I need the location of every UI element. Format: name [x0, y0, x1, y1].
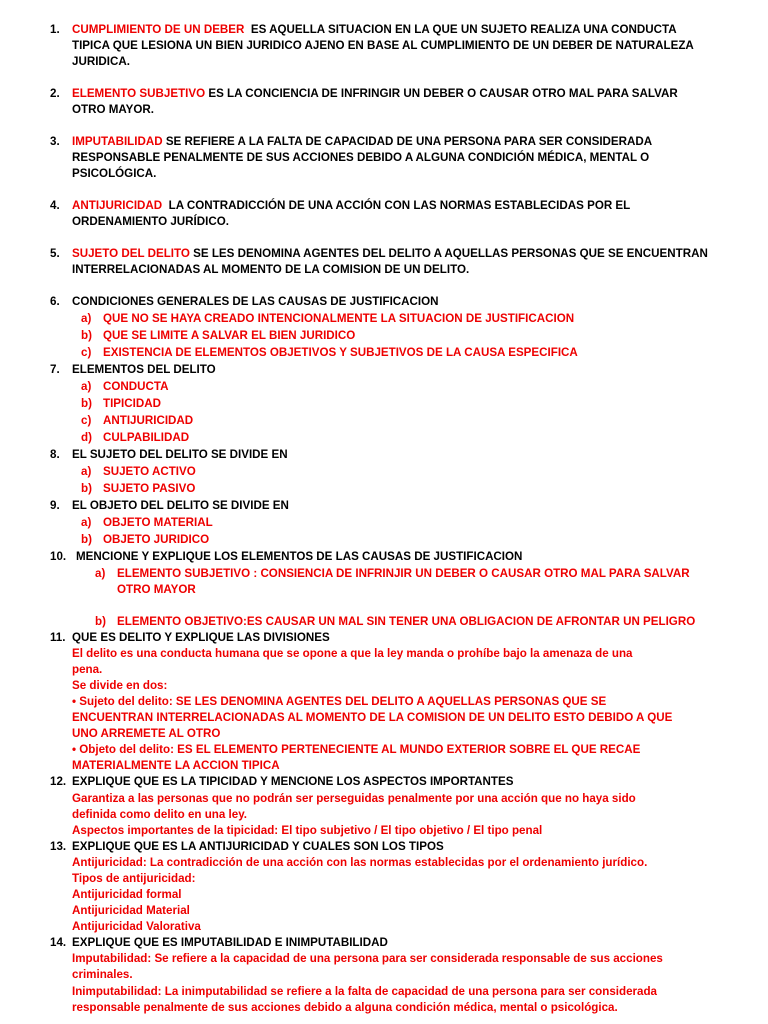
definition: LA CONTRADICCIÓN DE UNA ACCIÓN CON LAS NORMAS ESTABLECIDAS POR EL	[168, 199, 631, 212]
answer-line: Antijuricidad: La contradicción de una acción con las normas establecidas por el ordenamiento jurídico.	[72, 856, 648, 869]
question-title: CONDICIONES GENERALES DE LAS CAUSAS DE JUSTIFICACION	[72, 295, 439, 308]
answer-line: • Sujeto del delito: SE LES DENOMINA AGENTES DEL DELITO A AQUELLAS PERSONAS QUE SE	[72, 695, 607, 708]
question-title: ELEMENTOS DEL DELITO	[72, 363, 216, 376]
item-5-line-2: INTERRELACIONADAS AL MOMENTO DE LA COMISION DE UN DELITO.	[72, 263, 470, 276]
item-4-line-2: ORDENAMIENTO JURÍDICO.	[72, 215, 229, 228]
answer-line: definida como delito en una ley.	[72, 808, 248, 821]
answer-line: UNO ARREMETE AL OTRO	[72, 727, 221, 740]
item-1-line-2: TIPICA QUE LESIONA UN BIEN JURIDICO AJENO EN BASE AL CUMPLIMIENTO DE UN DEBER DE NATURALEZA	[72, 39, 694, 52]
term: SUJETO DEL DELITO	[72, 247, 190, 260]
answer-line: Inimputabilidad: La inimputabilidad se refiere a la falta de capacidad de una persona para ser considerada	[72, 985, 658, 998]
term: ANTIJURICIDAD	[72, 199, 163, 212]
answer-line: Aspectos importantes de la tipicidad: El tipo subjetivo / El tipo objetivo / El tipo penal	[72, 824, 543, 837]
item-number: 5.	[50, 247, 60, 260]
item-number: 1.	[50, 23, 60, 36]
term: IMPUTABILIDAD	[72, 135, 163, 148]
item-number: 3.	[50, 135, 60, 148]
answer-line: Tipos de antijuricidad:	[72, 872, 196, 885]
answer-line: criminales.	[72, 968, 133, 981]
answer-line: Antijuricidad Valorativa	[72, 920, 201, 933]
answer-line: Imputabilidad: Se refiere a la capacidad de una persona para ser considerada responsable de sus acciones	[72, 952, 663, 965]
item-number: 9.	[50, 499, 60, 512]
item-number: 13.	[50, 840, 67, 853]
item-number: 10.	[50, 550, 67, 563]
question-title: EXPLIQUE QUE ES LA ANTIJURICIDAD Y CUALES SON LOS TIPOS	[72, 840, 444, 853]
item-number: 8.	[50, 448, 60, 461]
item-number: 12.	[50, 775, 67, 788]
item-number: 4.	[50, 199, 60, 212]
term: ELEMENTO SUBJETIVO	[72, 87, 206, 100]
answer-line: responsable penalmente de sus acciones debido a alguna condición médica, mental o psicológica.	[72, 1001, 618, 1014]
question-title: EL OBJETO DEL DELITO SE DIVIDE EN	[72, 499, 289, 512]
item-3-line-3: PSICOLÓGICA.	[72, 167, 157, 180]
answer-line: pena.	[72, 663, 103, 676]
item-3-line-2: RESPONSABLE PENALMENTE DE SUS ACCIONES DEBIDO A ALGUNA CONDICIÓN MÉDICA, MENTAL O	[72, 151, 650, 164]
sub-item-continuation: OTRO MAYOR	[117, 583, 196, 596]
answer-line: Antijuricidad formal	[72, 888, 182, 901]
question-title: EXPLIQUE QUE ES IMPUTABILIDAD E INIMPUTABILIDAD	[72, 936, 388, 949]
answer-line: • Objeto del delito: ES EL ELEMENTO PERTENECIENTE AL MUNDO EXTERIOR SOBRE EL QUE RECAE	[72, 743, 641, 756]
definition: SE LES DENOMINA AGENTES DEL DELITO A AQUELLAS PERSONAS QUE SE ENCUENTRAN	[193, 247, 708, 260]
answer-line: ENCUENTRAN INTERRELACIONADAS AL MOMENTO DE LA COMISION DE UN DELITO ESTO DEBIDO A QUE	[72, 711, 673, 724]
item-number: 14.	[50, 936, 67, 949]
question-title: QUE ES DELITO Y EXPLIQUE LAS DIVISIONES	[72, 631, 330, 644]
answer-line: Antijuricidad Material	[72, 904, 190, 917]
document-page: 1. CUMPLIMIENTO DE UN DEBER ES AQUELLA SITUACION EN LA QUE UN SUJETO REALIZA UNA CONDUCTA TIPICA QUE LESIONA UN BIEN JURIDICO AJENO EN BASE AL CUMPLIMIENTO DE UN DEBER DE NATURALEZA JURIDICA. 2. ELEMENTO SUBJETIVO ES LA CONCIENCIA DE INFRINGIR UN DEBER O CAUSAR OTRO MAL PARA SALVAR OTRO MAYOR. 3. IMPUTABILIDAD SE REFIERE A LA FALTA DE CAPACIDAD DE UNA PERSONA PARA SER CONSIDERADA RESPONSABLE PENALMENTE DE SUS ACCIONES DEBIDO A ALGUNA CONDICIÓN MÉDICA, MENTAL O PSICOLÓGICA. 4. ANTIJURICIDAD LA CONTRADICCIÓN DE UNA ACCIÓN CON LAS NORMAS ESTABLECIDAS POR EL ORDENAMIENTO JURÍDICO. 5. SUJETO DEL DELITO SE LES DENOMINA AGENTES DEL DELITO A AQUELLAS PERSONAS QUE SE ENCUENTRAN INTERRELACIONADAS AL MOMENTO DE LA COMISION DE UN DELITO. 6. CONDICIONES GENERALES DE LAS CAUSAS DE JUSTIFICACION a) QUE NO SE HAYA CREADO INTENCIONALMENTE LA SITUACION DE JUSTIFICACION b) QUE SE LIMITE A SALVAR EL BIEN JURIDICO c) EXISTENCIA DE ELEMENTOS OBJETIVOS Y SUBJETIVOS DE LA CAUSA ESPECIFICA 7. ELEMENTOS DEL DELITO a) CONDUCTA b) TIPICIDAD c) ANTIJURICIDAD d) CULPABILIDAD 8. EL SUJETO DEL DELITO SE DIVIDE EN a) SUJETO ACTIVO b) SUJETO PASIVO 9. EL OBJETO DEL DELITO SE DIVIDE EN a) OBJETO MATERIAL b) OBJETO JURIDICO 10. MENCIONE Y EXPLIQUE LOS ELEMENTOS DE LAS CAUSAS DE JUSTIFICACION a) ELEMENTO SUBJETIVO : CONSIENCIA DE INFRINJIR UN DEBER O CAUSAR OTRO MAL PARA SALVAR OTRO MAYOR b) ELEMENTO OBJETIVO:ES CAUSAR UN MAL SIN TENER UNA OBLIGACION DE AFRONTAR UN PELIGRO 11. QUE ES DELITO Y EXPLIQUE LAS DIVISIONES El delito es una conducta humana que se opone a que la ley manda o prohíbe bajo la amenaza de una pena. Se divide en dos: • Sujeto del delito: SE LES DENOMINA AGENTES DEL DELITO A AQUELLAS PERSONAS QUE SE ENCUENTRAN INTERRELACIONADAS AL MOMENTO DE LA COMISION DE UN DELITO ESTO DEBIDO A QUE UNO ARREMETE AL OTRO • Objeto del delito: ES EL ELEMENTO PERTENECIENTE AL MUNDO EXTERIOR SOBRE EL QUE RECAE MATERIALMENTE LA ACCION TIPICA 12. EXPLIQUE QUE ES LA TIPICIDAD Y MENCIONE LOS ASPECTOS IMPORTANTES Garantiza a las personas que no podrán ser perseguidas penalmente por una acción que no haya sido definida como delito en una ley. Aspectos importantes de la tipicidad: El tipo subjetivo / El tipo objetivo / El tipo penal 13. EXPLIQUE QUE ES LA ANTIJURICIDAD Y CUALES SON LOS TIPOS Antijuricidad: La contradicción de una acción con las normas establecidas por el ordenamiento jurídico. Tipos de antijuricidad: Antijuricidad formal Antijuricidad Material Antijuricidad Valorativa 14. EXPLIQUE QUE ES IMPUTABILIDAD E INIMPUTABILIDAD Imputabilidad: Se refiere a la capacidad de una persona para ser considerada responsable de sus acciones criminales. Inimputabilidad: La inimputabilidad se refiere a la falta de capacidad de una persona para ser considerada responsable penalmente de sus acciones debido a alguna condición médica, mental o psicológica.	[50, 23, 708, 1014]
item-number: 6.	[50, 295, 60, 308]
definition: ES AQUELLA SITUACION EN LA QUE UN SUJETO REALIZA UNA CONDUCTA	[250, 23, 677, 36]
definition: ES LA CONCIENCIA DE INFRINGIR UN DEBER O CAUSAR OTRO MAL PARA SALVAR	[208, 87, 678, 100]
definition: SE REFIERE A LA FALTA DE CAPACIDAD DE UNA PERSONA PARA SER CONSIDERADA	[165, 135, 653, 148]
term: CUMPLIMIENTO DE UN DEBER	[72, 23, 245, 36]
item-number: 11.	[50, 631, 66, 644]
answer-line: MATERIALMENTE LA ACCION TIPICA	[72, 759, 280, 772]
item-1-line-3: JURIDICA.	[72, 55, 130, 68]
question-title: EXPLIQUE QUE ES LA TIPICIDAD Y MENCIONE LOS ASPECTOS IMPORTANTES	[72, 775, 514, 788]
answer-line: Garantiza a las personas que no podrán ser perseguidas penalmente por una acción que no haya sido	[72, 792, 636, 805]
question-title: MENCIONE Y EXPLIQUE LOS ELEMENTOS DE LAS CAUSAS DE JUSTIFICACION	[76, 550, 523, 563]
question-title: EL SUJETO DEL DELITO SE DIVIDE EN	[72, 448, 288, 461]
item-number: 7.	[50, 363, 60, 376]
answer-line: El delito es una conducta humana que se opone a que la ley manda o prohíbe bajo la amenaza de una	[72, 647, 633, 660]
item-2-line-2: OTRO MAYOR.	[72, 103, 155, 116]
item-number: 2.	[50, 87, 60, 100]
answer-line: Se divide en dos:	[72, 679, 168, 692]
